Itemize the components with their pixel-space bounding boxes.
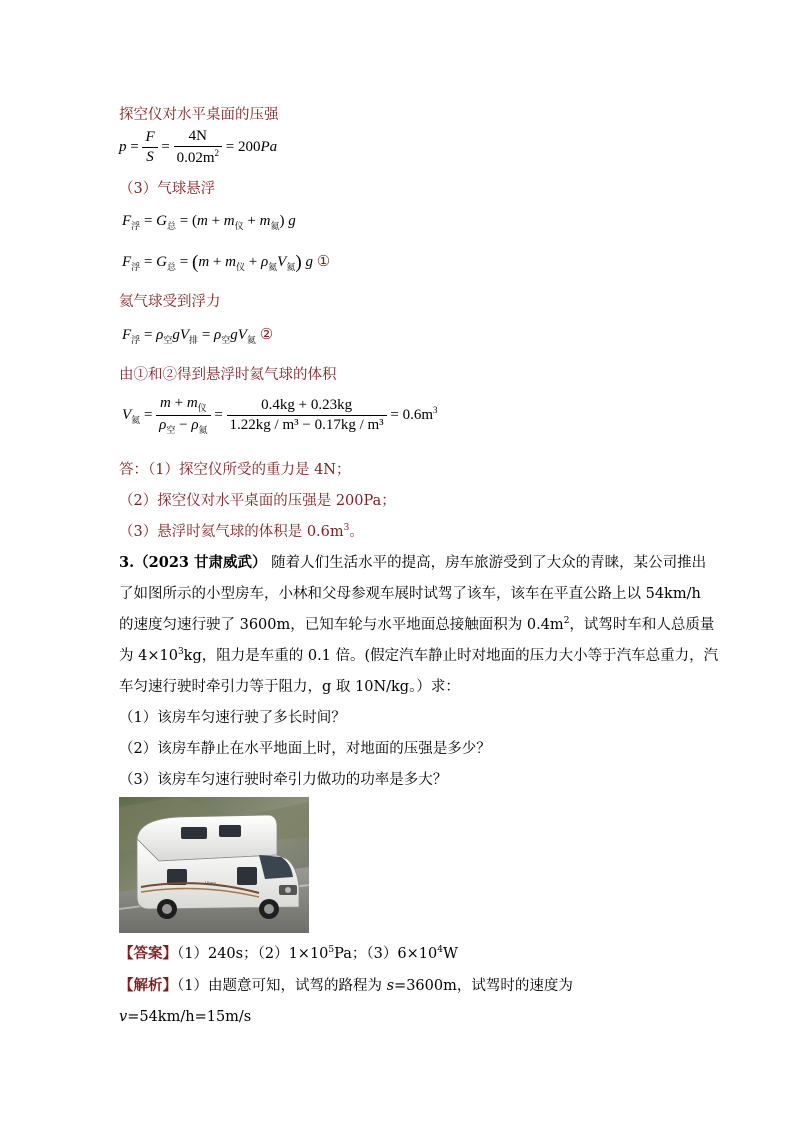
var-p: p	[119, 138, 127, 155]
frac-F-over-S: $\frac{F}{S}$	[142, 129, 157, 166]
formula-pressure: p = $\frac{F}{S}$ = $\frac{4N}{0.02m^2}$ = 200Pa	[119, 128, 278, 166]
analysis-line: 【解析】（1）由题意可知，试驾的路程为 s=3600m，试驾时的速度为	[119, 977, 573, 994]
text-volume-derivation: 由①和②得到悬浮时氦气球的体积	[119, 367, 337, 383]
velocity-line: v=54km/h=15m/s	[119, 1009, 252, 1025]
rv-camper-photo	[119, 797, 309, 933]
answer-label: 【答案】	[119, 945, 177, 962]
marker-1: ①	[316, 254, 331, 270]
question-3: （3）该房车匀速行驶时牵引力做功的功率是多大？	[119, 772, 448, 788]
answer-line: 【答案】（1）240s；$(2)1\times 10^5Pa$；$(3)6\times 10^4W$	[119, 945, 458, 962]
text-answer-3: （3）悬浮时氦气球的体积是 $0.6m^3$。	[119, 523, 364, 540]
frac-mass-over-density: $\frac{m + m_仪}{\rho_空 - \rho_氦}$	[156, 395, 210, 436]
text-helium-buoyancy: 氦气球受到浮力	[119, 294, 221, 310]
formula-buoyancy-3: $F_浮 = \rho_空gV_排 = \rho_空gV_氦$ ②	[122, 327, 274, 345]
problem-line-4: 为 $4\times 10^3kg$，阻力是车重的 0.1 倍。(假定汽车静止时对地面的压力大小等于汽车总重力，汽	[119, 647, 719, 664]
problem-line-5: 车匀速行驶时牵引力等于阻力，g 取 10N/kg。）求：	[119, 679, 460, 695]
frac-numeric: $\frac{0.4kg + 0.23kg}{\text{1.22kg / m³ − 0.17kg / m³}}$	[227, 397, 387, 434]
problem-line-1: 3.（2023 甘肃威武） 随着人们生活水平的提高，房车旅游受到了大众的青睐，某公司推出	[119, 554, 707, 571]
text-pressure-heading: 探空仪对水平桌面的压强	[119, 107, 279, 123]
svg-text:View: View	[205, 881, 216, 887]
marker-2: ②	[259, 327, 274, 343]
frac-4N-over-area: $\frac{4N}{0.02m^2}$	[174, 128, 222, 167]
formula-buoyancy-2: $F_浮 = G_总 = (m + m_仪 + \rho_氦V_氦)$ g ①	[122, 252, 331, 273]
formula-buoyancy-1: $F_浮 = G_总 = (m + m_仪 + m_氦)$ g	[122, 213, 296, 231]
text-balloon-floating: （3）气球悬浮	[119, 181, 216, 197]
text-answer-1: 答：（1）探空仪所受的重力是 4N；	[119, 462, 351, 478]
problem-line-3: 的速度匀速行驶了 3600m，已知车轮与水平地面总接触面积为 $0.4m^2$，试驾时车和人总质量	[119, 616, 715, 633]
analysis-label: 【解析】	[119, 977, 177, 994]
text-answer-2: （2）探空仪对水平桌面的压强是 200Pa；	[119, 493, 396, 509]
question-1: （1）该房车匀速行驶了多长时间？	[119, 710, 346, 726]
formula-volume: $V_氦$ = $\frac{m + m_仪}{\rho_空 - \rho_氦}$ = $\frac{0.4kg + 0.23kg}{\text{1.22kg / m³ − 0.17kg / m³}}$ = $0.6m^3$	[122, 395, 438, 435]
question-2: （2）该房车静止在水平地面上时，对地面的压强是多少？	[119, 741, 491, 757]
problem-line-2: 了如图所示的小型房车，小林和父母参观车展时试驾了该车，该车在平直公路上以 54km/h	[119, 586, 701, 602]
